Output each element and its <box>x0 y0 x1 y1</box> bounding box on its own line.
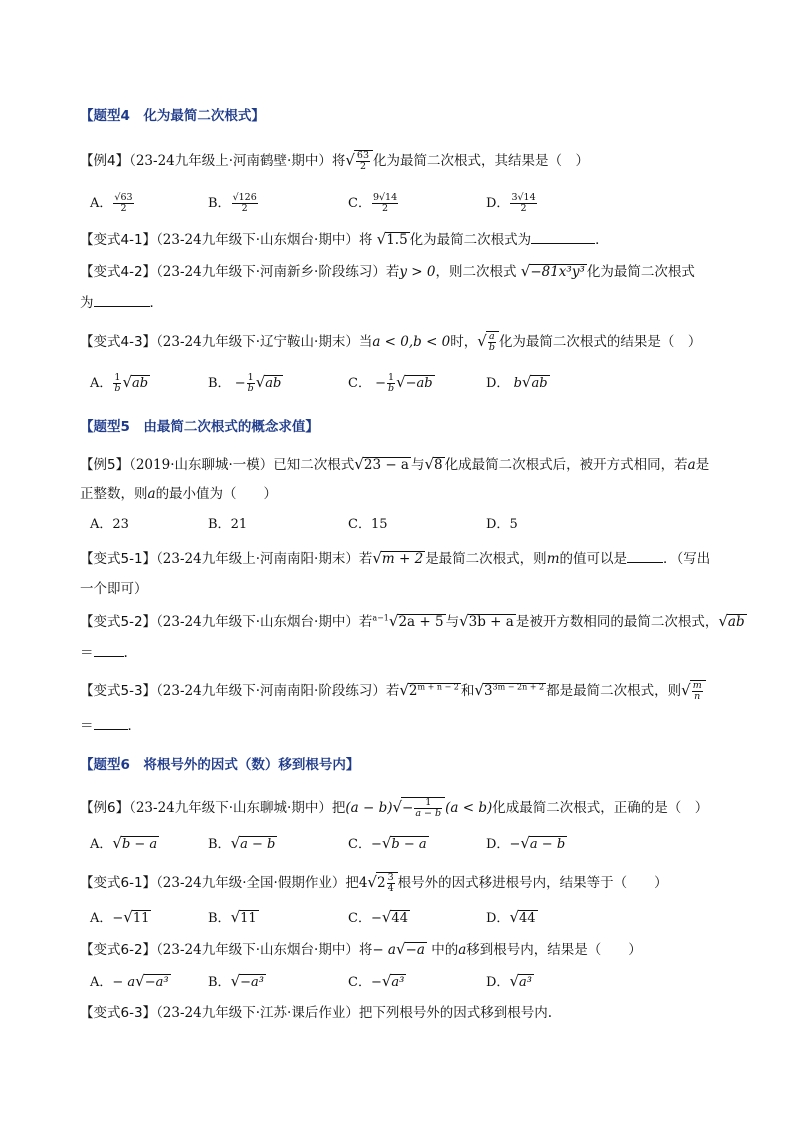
answer-blank[interactable] <box>94 644 124 657</box>
source: （23-24九年级下·河南南阳·阶段练习）若 <box>156 683 400 699</box>
variant-tag: 【变式5-3】 <box>80 683 157 699</box>
question-tail: 化为最简二次根式的结果是（ ） <box>498 334 702 350</box>
option-a[interactable]: A． $\frac{√63}{2}$ <box>90 192 133 214</box>
option-c[interactable]: C． − $\frac{1}{b}$ √−ab <box>348 372 433 394</box>
option-d[interactable]: D．5 <box>486 517 518 532</box>
example-tag: 【例5】 <box>80 457 130 473</box>
question-tail: 化成最简二次根式，正确的是（ ） <box>492 800 709 816</box>
variant-5-3-line2: ＝ ． <box>80 718 141 734</box>
variant-tag: 【变式5-2】 <box>80 614 157 630</box>
option-d[interactable]: D． b√ab <box>486 373 548 391</box>
variant-6-3 <box>80 1004 552 1022</box>
source: （23-24九年级·全国·假期作业）把 <box>156 875 359 891</box>
source: （23-24九年级下·山东聊城·期中）把 <box>129 800 346 816</box>
answer-blank[interactable] <box>531 231 595 244</box>
radicand-numerator: 63 <box>356 150 370 161</box>
section-title-6: 【题型6 将根号外的因式（数）移到根号内】 <box>80 757 360 773</box>
source: （23-24九年级下·山东烟台·期中）将 <box>156 942 373 958</box>
question-tail: 化为最简二次根式 <box>586 264 695 280</box>
variant-5-1-line2: 一个即可） <box>80 581 148 597</box>
radical-sign: √ <box>477 332 487 350</box>
variant-tag: 【变式6-1】 <box>80 875 157 891</box>
option-b[interactable]: B．√a − b <box>208 834 276 852</box>
source: （23-24九年级下·山东烟台·期中）若 <box>156 614 373 630</box>
question-tail: 化为最简二次根式为 <box>409 232 532 248</box>
option-a[interactable]: A．− a√−a³ <box>90 972 169 990</box>
section-title-4: 【题型4 化为最简二次根式】 <box>80 108 265 124</box>
question-tail: 化为最简二次根式，其结果是（ ） <box>373 153 590 169</box>
variant-6-2: 【变式6-2】（23-24九年级下·山东烟台·期中）将− a√−a 中的a移到根号内，结果是（ ） <box>80 940 642 958</box>
option-c[interactable]: C．−√44 <box>348 908 408 926</box>
variant-5-3: 【变式5-3】（23-24九年级下·河南南阳·阶段练习）若$√2^{m + n - 2}$ 和$√3^{3m - 2n + 2}$ 都是最简二次根式，则√ $\frac{m}{n}$ <box>80 680 706 702</box>
variant-4-1: 【变式4-1】（23-24九年级下·山东烟台·期中）将 √1.5 化为最简二次根式为 ． <box>80 230 609 248</box>
option-d[interactable]: D．−√a − b <box>486 834 566 852</box>
variant-5-2-line2: ＝ . <box>80 645 128 661</box>
example-tag: 【例6】 <box>80 800 130 816</box>
option-a[interactable]: A． $\frac{1}{b}$ √ab <box>90 372 149 394</box>
example-tag: 【例4】 <box>80 153 130 169</box>
option-b[interactable]: B． $\frac{√126}{2}$ <box>208 192 257 214</box>
variant-tag: 【变式4-3】 <box>80 334 157 350</box>
source: （23-24九年级上·河南鹤壁·期中）将 <box>129 153 346 169</box>
answer-blank[interactable] <box>94 717 128 730</box>
radical-sign: √ <box>376 230 387 248</box>
radical-sign: √ <box>345 151 355 169</box>
radicand: m + 2 <box>381 551 424 567</box>
option-b[interactable]: B．21 <box>208 517 248 532</box>
variant-tag: 【变式6-2】 <box>80 942 157 958</box>
variant-tag: 【变式4-1】 <box>80 232 157 248</box>
option-b[interactable]: B．√11 <box>208 908 257 926</box>
option-b[interactable]: B．√−a³ <box>208 972 264 990</box>
radicand-denominator: 2 <box>359 161 366 172</box>
radicand-2: 8 <box>434 457 443 473</box>
answer-blank[interactable] <box>94 294 150 307</box>
variant-tag: 【变式4-2】 <box>80 264 157 280</box>
source: （23-24九年级下·山东烟台·期中）将 <box>156 232 373 248</box>
question-tail: 移到根号内，结果是（ ） <box>466 942 642 958</box>
source: （23-24九年级上·河南南阳·期末）若 <box>156 551 373 567</box>
answer-blank[interactable] <box>627 550 663 563</box>
radicand: −81x³y³ <box>530 264 585 280</box>
option-d[interactable]: D．√44 <box>486 908 536 926</box>
variant-6-1: 【变式6-1】（23-24九年级·全国·假期作业）把4√2 $\frac{3}{4}$ 根号外的因式移进根号内，结果等于（ ） <box>80 872 668 894</box>
question-tail: 根号外的因式移进根号内，结果等于（ ） <box>397 875 668 891</box>
variant-6-1-options <box>90 908 690 928</box>
source: （2019·山东聊城·一模）已知二次根式 <box>129 457 355 473</box>
variant-5-2: 【变式5-2】（23-24九年级下·山东烟台·期中）若$^{a-1}$√2a + 5 与√3b + a 是被开方数相同的最简二次根式，√ab <box>80 612 745 630</box>
option-c[interactable]: C．−√b − a <box>348 834 427 852</box>
source: （23-24九年级下·辽宁鞍山·期末）当 <box>156 334 373 350</box>
radical-index: a−1 <box>372 613 389 623</box>
option-a[interactable]: A．−√11 <box>90 908 150 926</box>
variant-4-3-options <box>90 373 690 393</box>
example-4-options <box>90 193 690 213</box>
option-a[interactable]: A．√b − a <box>90 834 158 852</box>
option-c[interactable]: C． $\frac{9√14}{2}$ <box>348 192 398 214</box>
variant-4-2-line2: 为 ． <box>80 295 163 311</box>
variant-tag: 【变式5-1】 <box>80 551 157 567</box>
option-b[interactable]: B． − $\frac{1}{b}$ √ab <box>208 372 282 394</box>
condition: y > 0 <box>399 264 436 280</box>
condition: a < 0,b < 0 <box>372 334 451 350</box>
example-5-options <box>90 516 690 536</box>
section-title-5: 【题型5 由最简二次根式的概念求值】 <box>80 419 319 435</box>
question-text: （23-24九年级下·江苏·课后作业）把下列根号外的因式移到根号内. <box>156 1005 553 1021</box>
variant-tag: 【变式6-3】 <box>80 1005 157 1021</box>
radicand: 1.5 <box>386 232 408 248</box>
example-6-question: 【例6】（23-24九年级下·山东聊城·期中）把(a − b)√− $\frac{1}{a - b}$ (a < b)化成最简二次根式，正确的是（ ） <box>80 797 709 819</box>
option-a[interactable]: A．23 <box>90 517 129 532</box>
option-d[interactable]: D． $\frac{3√14}{2}$ <box>486 192 536 214</box>
example-6-options <box>90 834 690 854</box>
example-4-question <box>80 150 589 172</box>
question-tail: 化成最简二次根式后，被开方式相同，若 <box>444 457 688 473</box>
variant-4-3: 【变式4-3】（23-24九年级下·辽宁鞍山·期末）当a < 0,b < 0时，√ $\frac{a}{b}$ 化为最简二次根式的结果是（ ） <box>80 331 702 353</box>
option-d[interactable]: D．√a³ <box>486 972 532 990</box>
radical-sign: √ <box>520 262 531 280</box>
option-c[interactable]: C．15 <box>348 517 388 532</box>
example-5-question-line2: 正整数，则a的最小值为（ ） <box>80 486 278 502</box>
example-5-question: 【例5】（2019·山东聊城·一模）已知二次根式√23 − a 与√8 化成最简二次根式后，被开方式相同，若a是 <box>80 455 710 473</box>
option-c[interactable]: C．−√a³ <box>348 972 405 990</box>
radicand-1: 23 − a <box>363 457 409 473</box>
variant-4-2: 【变式4-2】（23-24九年级下·河南新乡·阶段练习）若y > 0，则二次根式 √−81x³y³ 化为最简二次根式 <box>80 262 695 280</box>
variant-5-1: 【变式5-1】（23-24九年级上·河南南阳·期末）若√m + 2 是最简二次根式，则m的值可以是 ．（写出 <box>80 549 711 567</box>
variant-6-2-options <box>90 972 690 992</box>
source: （23-24九年级下·河南新乡·阶段练习）若 <box>156 264 400 280</box>
